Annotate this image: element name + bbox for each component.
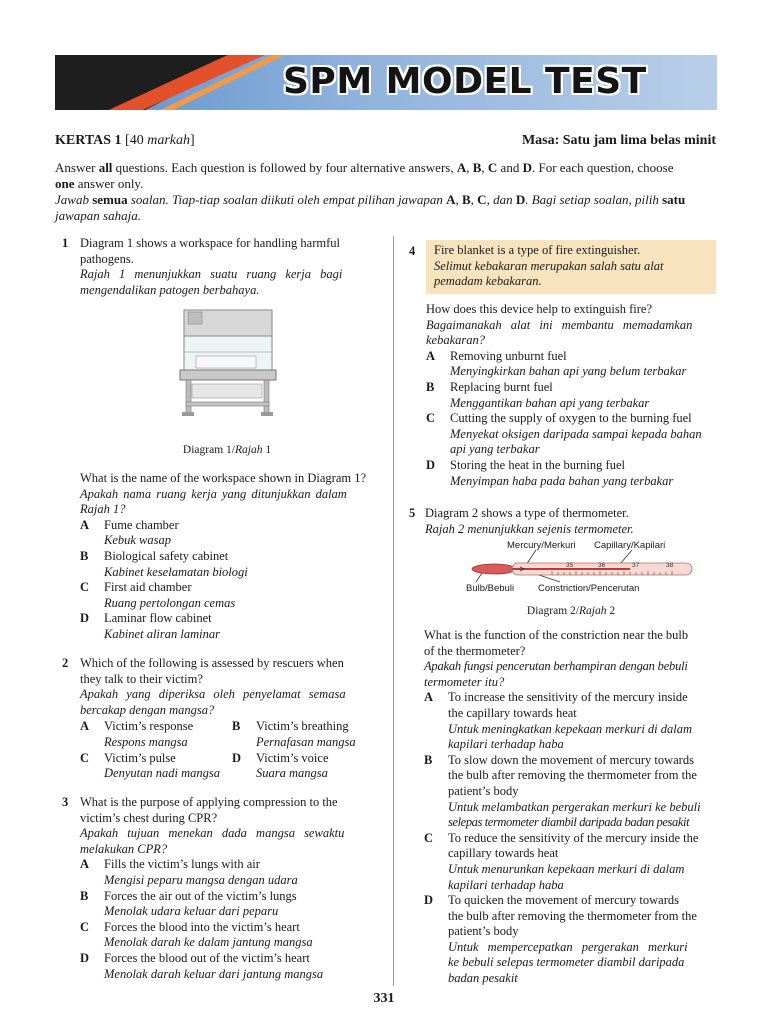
q3-stem-en-2: victim’s chest during CPR? (80, 810, 218, 825)
banner-title: SPM MODEL TEST (283, 61, 647, 102)
instructions-en: Answer all questions. Each question is followed by four alternative answers, A, B, C and D. For each question, choose one answer only. (55, 160, 674, 191)
column-divider (393, 236, 394, 986)
question-4 (426, 302, 718, 489)
q1-stem-en: Diagram 1 shows a workspace for handling harmful (80, 236, 340, 250)
q1-stem-en-2: pathogens. (80, 251, 134, 266)
q1-question-ms-2: Rajah 1? (80, 502, 126, 517)
scale-label-35: 35 (566, 562, 574, 569)
q4-info-ms-2: pemadam kebakaran. (434, 274, 542, 289)
q3-option-b[interactable]: B Forces the air out of the victim’s lungs Menolak udara keluar dari peparu (80, 888, 297, 919)
q2-option-c[interactable]: C Victim’s pulse Denyutan nadi mangsa (80, 750, 220, 781)
q5-option-b[interactable]: B To slow down the movement of mercury towards the bulb after removing the thermometer from the patient’s body Untuk melambatkan pergerakan merkuri ke bebuli selepas termometer diambil daripada badan pesakit (424, 752, 701, 830)
q3-option-c[interactable]: C Forces the blood into the victim’s heart Menolak darah ke dalam jantung mangsa (80, 919, 313, 950)
q5-stem-en: Diagram 2 shows a type of thermometer. (425, 506, 629, 520)
q2-stem-en: Which of the following is assessed by rescuers when (80, 656, 344, 670)
page-number: 331 (373, 991, 395, 1006)
q5-question-body (424, 628, 718, 987)
q5-option-c[interactable]: C To reduce the sensitivity of the mercury inside the capillary towards heat Untuk menurunkan kepekaan merkuri di dalam kapilari terhadap haba (424, 830, 699, 892)
instructions (55, 160, 717, 224)
constriction-label: Constriction/Pencerutan (538, 583, 640, 594)
title-banner (55, 55, 717, 110)
q1-stem-ms: Rajah 1 menunjukkan suatu ruang kerja bagi (80, 267, 343, 282)
q1-question-body (80, 471, 376, 643)
bulb-label: Bulb/Bebuli (466, 583, 515, 594)
q4-option-b[interactable]: B Replacing burnt fuel Menggantikan bahan api yang terbakar (426, 379, 650, 410)
q2-option-a[interactable]: A Victim’s response Respons mangsa (80, 719, 194, 749)
question-number: 1 (62, 236, 69, 250)
biosafety-cabinet-image (176, 306, 280, 418)
q1-option-a[interactable]: A Fume chamber Kebuk wasap (80, 517, 179, 548)
q4-stem-en: How does this device help to extinguish fire? (426, 302, 652, 316)
q5-question-ms: Apakah fungsi pencerutan berhampiran dengan bebuli (424, 659, 688, 674)
capillary-label: Capillary/Kapilari (594, 540, 666, 551)
question-2 (62, 656, 372, 782)
question-5 (409, 506, 717, 537)
q1-question-en: What is the name of the workspace shown in Diagram 1? (80, 471, 367, 485)
question-number: 3 (62, 795, 69, 809)
q2-stem-ms: Apakah yang diperiksa oleh penyelamat semasa (80, 687, 346, 702)
question-3 (62, 795, 372, 982)
q3-stem-ms: Apakah tujuan menekan dada mangsa sewaktu (80, 826, 345, 841)
q3-stem-ms-2: melakukan CPR? (80, 841, 168, 856)
diagram-2-caption: Diagram 2/Rajah 2 (526, 605, 616, 617)
q2-option-d[interactable]: D Victim’s voice Suara mangsa (232, 750, 329, 781)
instructions-ms: Jawab semua soalan. Tiap-tiap soalan diikuti oleh empat pilihan jawapan A, B, C, dan D. Bagi setiap soalan, pilih satu jawapan sahaja. (55, 192, 686, 223)
q1-option-d[interactable]: D Laminar flow cabinet Kabinet aliran laminar (80, 611, 220, 641)
mercury-label: Mercury/Merkuri (507, 540, 576, 551)
q1-option-c[interactable]: C First aid chamber Ruang pertolongan cemas (80, 580, 236, 610)
q4-option-c[interactable]: C Cutting the supply of oxygen to the burning fuel Menyekat oksigen daripada sampai kepada bahan api yang terbakar (426, 411, 702, 457)
scale-label-37: 37 (632, 562, 640, 569)
time-label: Masa: Satu jam lima belas minit (521, 133, 716, 148)
q5-stem-ms: Rajah 2 menunjukkan sejenis termometer. (425, 521, 634, 536)
q2-option-b[interactable]: B Victim’s breathing Pernafasan mangsa (232, 719, 356, 749)
q4-option-d[interactable]: D Storing the heat in the burning fuel Menyimpan haba pada bahan yang terbakar (426, 457, 674, 488)
diagram-1-caption: Diagram 1/Rajah 1 (182, 444, 272, 456)
q5-option-d[interactable]: D To quicken the movement of mercury towards the bulb after removing the thermometer from the patient’s body Untuk mempercepatkan pergerakan merkuri ke bebuli selepas termometer diambil daripada badan pesakit (424, 893, 697, 986)
q3-option-a[interactable]: A Fills the victim’s lungs with air Mengisi peparu mangsa dengan udara (80, 857, 298, 887)
q4-stem-ms: Bagaimanakah alat ini membantu memadamkan (426, 317, 693, 332)
q5-question-ms-2: termometer itu? (424, 674, 505, 689)
q4-option-a[interactable]: A Removing unburnt fuel Menyingkirkan bahan api yang belum terbakar (426, 348, 687, 379)
question-number: 4 (409, 244, 416, 258)
question-1 (62, 236, 372, 298)
scale-label-38: 38 (666, 562, 674, 569)
q1-stem-ms-2: mengendalikan patogen berbahaya. (80, 282, 260, 297)
q3-option-d[interactable]: D Forces the blood out of the victim’s heart Menolak darah keluar dari jantung mangsa (80, 950, 324, 981)
q5-option-a[interactable]: A To increase the sensitivity of the mercury inside the capillary towards heat Untuk meningkatkan kepekaan merkuri di dalam kapilari terhadap haba (424, 690, 693, 752)
q5-question-en-2: of the thermometer? (424, 643, 526, 658)
q4-info-ms: Selimut kebakaran merupakan salah satu alat (434, 258, 664, 273)
question-number: 5 (409, 506, 416, 520)
question-number: 2 (62, 656, 69, 670)
q3-stem-en: What is the purpose of applying compression to the (80, 795, 338, 809)
q2-stem-ms-2: bercakap dengan mangsa? (80, 702, 215, 717)
q4-info-en: Fire blanket is a type of fire extinguisher. (434, 243, 641, 257)
q1-question-ms: Apakah nama ruang kerja yang ditunjukkan dalam (80, 486, 347, 501)
thermometer-diagram (462, 540, 712, 602)
q4-stem-ms-2: kebakaran? (426, 333, 486, 348)
q4-info-text (434, 243, 714, 290)
q1-option-b[interactable]: B Biological safety cabinet Kabinet keselamatan biologi (80, 548, 248, 579)
paper-label: KERTAS 1 [40 markah] (55, 133, 195, 148)
q5-question-en: What is the function of the constriction near the bulb (424, 628, 689, 642)
scale-label-36: 36 (598, 562, 606, 569)
q2-stem-en-2: they talk to their victim? (80, 671, 203, 686)
